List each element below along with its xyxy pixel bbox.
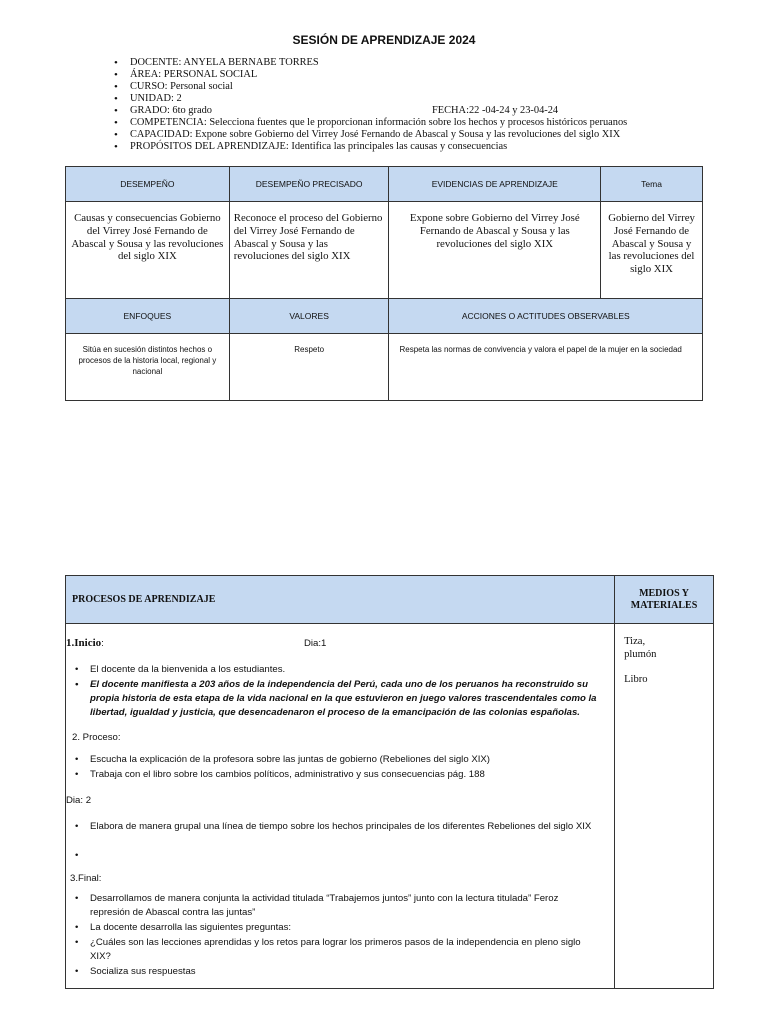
approach-header-row <box>66 299 703 334</box>
material-tiza: Tiza, <box>624 636 646 647</box>
cell-enfoques: Sitúa en sucesión distintos hechos o procesos de la historia local, regional y nacional <box>66 334 230 401</box>
final-bullet: • Socializa sus respuestas <box>90 965 605 979</box>
process-header-row <box>66 576 714 624</box>
material-plumon: plumón <box>624 649 657 660</box>
final-label: 3.Final: <box>70 873 102 884</box>
header-valores: VALORES <box>229 299 389 334</box>
header-desempeno: DESEMPEÑO <box>66 167 230 202</box>
proceso-bullet: • Escucha la explicación de la profesora sobre las juntas de gobierno (Rebeliones del siglo XIX) <box>90 753 605 767</box>
curso-item: • CURSO: Personal social <box>114 81 734 93</box>
competencia-item: • COMPETENCIA: Selecciona fuentes que le proporcionan información sobre los hechos y procesos históricos peruanos <box>114 117 734 129</box>
material-libro: Libro <box>624 674 648 685</box>
proceso-bullet: • Trabaja con el libro sobre los cambios políticos, administrativo y sus consecuencias pág. 188 <box>90 768 605 782</box>
grado-item <box>114 105 734 117</box>
process-cell <box>66 624 615 989</box>
final-bullet: • ¿Cuáles son las lecciones aprendidas y los retos para lograr los primeros pasos de la independencia en pleno siglo XIX? <box>90 936 598 964</box>
header-enfoques: ENFOQUES <box>66 299 230 334</box>
dia2-bullet: • Elabora de manera grupal una línea de tiempo sobre los hechos principales de los diferentes Rebeliones del siglo XIX <box>90 820 612 834</box>
approach-row <box>66 334 703 401</box>
performance-table <box>65 166 703 401</box>
performance-header-row <box>66 167 703 202</box>
header-desempeno-precisado: DESEMPEÑO PRECISADO <box>229 167 389 202</box>
capacidad-item: • CAPACIDAD: Expone sobre Gobierno del Virrey José Fernando de Abascal y Sousa y las revoluciones del siglo XIX <box>114 129 734 141</box>
learning-process-table <box>65 575 714 989</box>
header-evidencias: EVIDENCIAS DE APRENDIZAJE <box>389 167 601 202</box>
grado-text: GRADO: 6to grado <box>130 105 212 116</box>
unidad-item: • UNIDAD: 2 <box>114 93 734 105</box>
area-item: • ÁREA: PERSONAL SOCIAL <box>114 69 734 81</box>
process-body-row <box>66 624 714 989</box>
cell-valores: Respeto <box>229 334 389 401</box>
propositos-item: • PROPÓSITOS DEL APRENDIZAJE: Identifica las principales las causas y consecuencias <box>114 141 734 153</box>
inicio-bullet: • El docente da la bienvenida a los estudiantes. <box>90 663 605 677</box>
session-info-list <box>114 57 734 153</box>
final-bullet: • Desarrollamos de manera conjunta la actividad titulada “Trabajemos juntos” junto con la lectura titulada” Feroz represión de Abascal contra las juntas” <box>90 892 598 920</box>
header-procesos: PROCESOS DE APRENDIZAJE <box>66 576 615 624</box>
inicio-colon: : <box>101 638 104 649</box>
cell-acciones: Respeta las normas de convivencia y valora el papel de la mujer en la sociedad <box>389 334 703 401</box>
header-tema: Tema <box>601 167 703 202</box>
dia2-label: Dia: 2 <box>66 795 92 806</box>
materials-cell <box>615 624 714 989</box>
final-bullet: • La docente desarrolla las siguientes preguntas: <box>90 921 605 935</box>
inicio-bullet: • El docente manifiesta a 203 años de la independencia del Perú, cada uno de los peruanos ha reconstruido su propia historia de esta etapa de la vida nacional en la que estuvieron en juego valores trascendentales como la libertad, igualdad y justicia, que desencadenaron el proceso de la emancipación de las colonias españolas. <box>90 678 600 720</box>
performance-row <box>66 202 703 299</box>
inicio-heading <box>66 636 104 651</box>
cell-desempeno: Causas y consecuencias Gobierno del Virrey José Fernando de Abascal y Sousa y las revoluciones del siglo XIX <box>66 202 230 299</box>
inicio-label: 1.Inicio <box>66 637 102 649</box>
cell-evidencias: Expone sobre Gobierno del Virrey José Fernando de Abascal y Sousa y las revoluciones del siglo XIX <box>389 202 601 299</box>
header-acciones: ACCIONES O ACTITUDES OBSERVABLES <box>389 299 703 334</box>
document-title: SESIÓN DE APRENDIZAJE 2024 <box>292 33 476 47</box>
proceso-label: 2. Proceso: <box>72 732 121 743</box>
docente-item: • DOCENTE: ANYELA BERNABE TORRES <box>114 57 734 69</box>
fecha-text: FECHA:22 -04-24 y 23-04-24 <box>432 105 559 116</box>
cell-tema: Gobierno del Virrey José Fernando de Abascal y Sousa y las revoluciones del siglo XIX <box>601 202 703 299</box>
cell-desempeno-precisado: Reconoce el proceso del Gobierno del Virrey José Fernando de Abascal y Sousa y las revoluciones del siglo XIX <box>229 202 389 299</box>
header-medios: MEDIOS Y MATERIALES <box>615 576 714 624</box>
dia1-label: Dia:1 <box>304 638 327 649</box>
